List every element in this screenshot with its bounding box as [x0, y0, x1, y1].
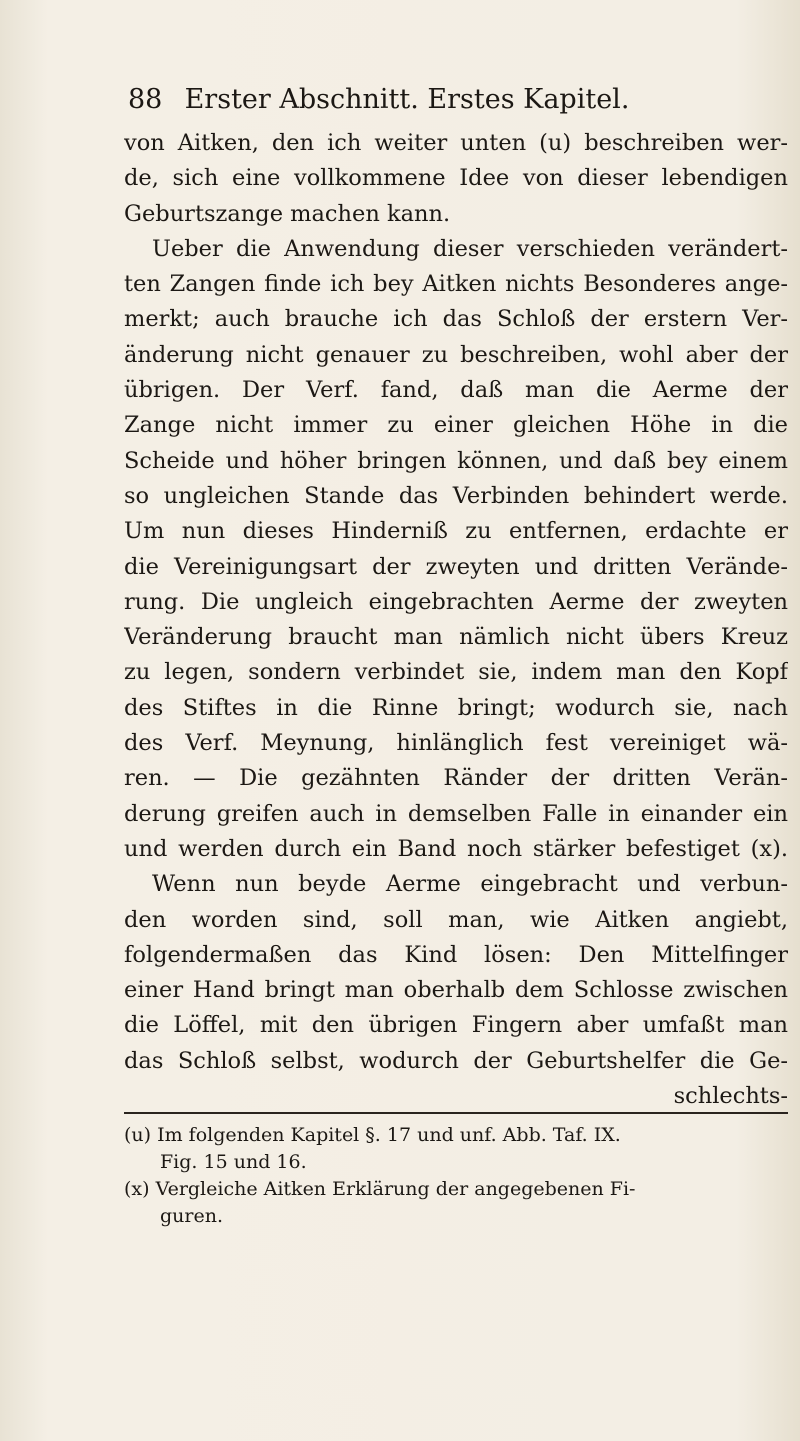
footnote-text: Im folgenden Kapitel §. 17 und unf. Abb. Taf. IX.: [157, 1124, 621, 1146]
running-head: [128, 80, 688, 120]
text-line: das Schloß selbst, wodurch der Geburtshelfer die Ge-: [124, 1047, 788, 1074]
text-line: Um nun dieses Hinderniß zu entfernen, erdachte er: [124, 518, 788, 545]
catchword: schlechts-: [673, 1083, 788, 1110]
text-line: folgendermaßen das Kind lösen: Den Mittelfinger: [124, 941, 788, 968]
footnote: [124, 1176, 788, 1203]
text-line: ren. — Die gezähnten Ränder der dritten Verän-: [124, 765, 788, 792]
footnote-continuation: Fig. 15 und 16.: [160, 1151, 307, 1173]
footnote-continuation: guren.: [160, 1205, 224, 1227]
text-line: Wenn nun beyde Aerme eingebracht und verbun-: [152, 871, 788, 898]
text-line: die Löffel, mit den übrigen Fingern aber umfaßt man: [124, 1012, 788, 1039]
footnote-mark: (x): [124, 1178, 150, 1200]
text-line: einer Hand bringt man oberhalb dem Schlosse zwischen: [124, 977, 788, 1004]
text-line: die Vereinigungsart der zweyten und dritten Verände-: [124, 553, 788, 580]
text-line: de, sich eine vollkommene Idee von dieser lebendigen: [124, 165, 788, 192]
text-line: des Stiftes in die Rinne bringt; wodurch sie, nach: [124, 694, 788, 721]
body-text: [124, 126, 788, 1114]
text-line: Scheide und höher bringen können, und daß bey einem: [124, 447, 788, 474]
text-line: zu legen, sondern verbindet sie, indem man den Kopf: [124, 659, 788, 686]
text-line: von Aitken, den ich weiter unten (u) beschreiben wer-: [124, 130, 788, 156]
page-number: 88: [128, 84, 163, 115]
text-line: so ungleichen Stande das Verbinden behindert werde.: [124, 482, 788, 509]
chapter-title: Erster Abschnitt. Erstes Kapitel.: [184, 84, 630, 115]
text-line: rung. Die ungleich eingebrachten Aerme der zweyten: [124, 588, 788, 615]
text-line: derung greifen auch in demselben Falle in einander ein: [124, 800, 788, 827]
text-line: den worden sind, soll man, wie Aitken angiebt,: [124, 906, 788, 933]
text-line: Veränderung braucht man nämlich nicht übers Kreuz: [124, 624, 788, 651]
text-line: des Verf. Meynung, hinlänglich fest vereiniget wä-: [124, 730, 788, 757]
text-line: und werden durch ein Band noch stärker befestiget (x).: [124, 835, 788, 862]
text-line: änderung nicht genauer zu beschreiben, wohl aber der: [124, 341, 788, 368]
footnote-divider: [124, 1112, 788, 1114]
text-line: übrigen. Der Verf. fand, daß man die Aerme der: [124, 377, 788, 404]
text-line: merkt; auch brauche ich das Schloß der erstern Ver-: [124, 306, 788, 333]
footnote-mark: (u): [124, 1124, 152, 1146]
footnote: [124, 1122, 788, 1149]
text-line: ten Zangen finde ich bey Aitken nichts Besonderes ange-: [124, 271, 788, 298]
text-line: Geburtszange machen kann.: [124, 200, 451, 227]
footnote-text: Vergleiche Aitken Erklärung der angegebenen Fi-: [155, 1178, 636, 1200]
text-line: Ueber die Anwendung dieser verschieden verändert-: [152, 235, 788, 262]
text-line: Zange nicht immer zu einer gleichen Höhe in die: [124, 412, 788, 439]
footnotes: [124, 1122, 788, 1230]
